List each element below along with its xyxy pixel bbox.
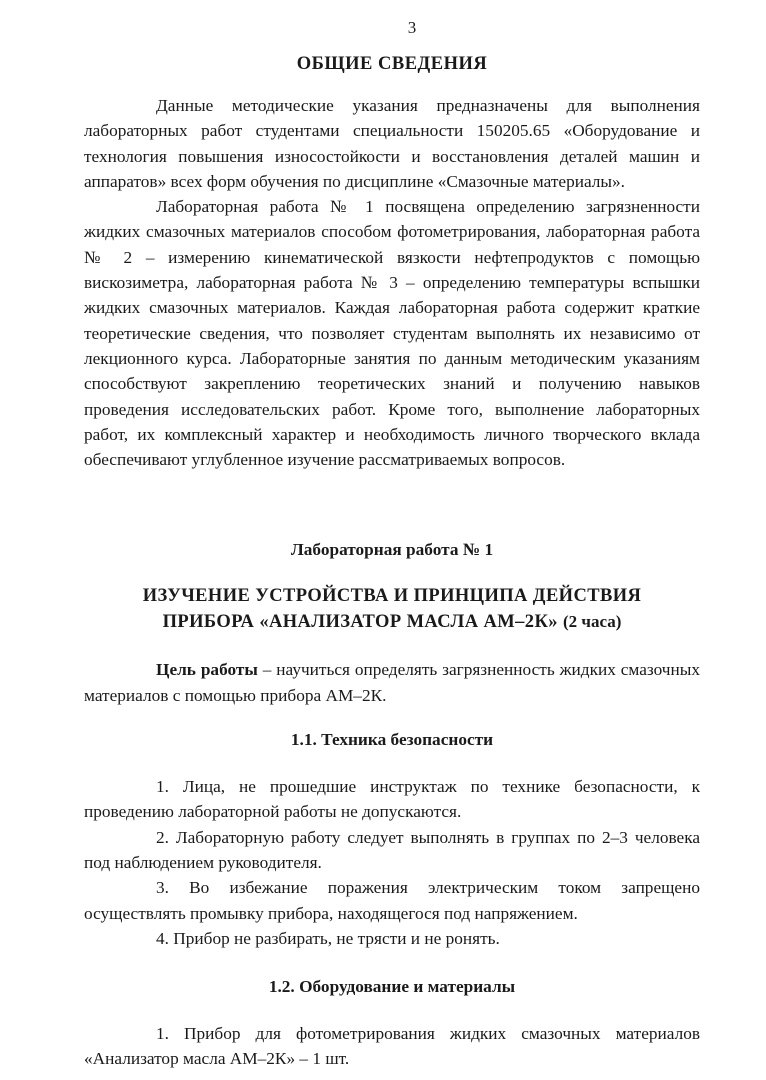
safety-item-1: 1. Лица, не прошедшие инструктаж по технике безопасности, к проведению лабораторной работы не допускаются.	[84, 777, 700, 822]
equipment-item-1: 1. Прибор для фотометрирования жидких смазочных материалов «Анализатор масла АМ–2К» – 1 шт.	[84, 1024, 700, 1069]
intro-paragraph-1: Данные методические указания предназначены для выполнения лабораторных работ студентами специальности 150205.65 «Оборудование и технология повышения износостойкости и восстановления деталей машин и аппаратов» всех форм обучения по дисциплине «Смазочные материалы».	[84, 96, 700, 191]
page-number: 3	[407, 18, 417, 37]
lab-title	[84, 584, 700, 635]
lab-title-line-1: ИЗУЧЕНИЕ УСТРОЙСТВА И ПРИНЦИПА ДЕЙСТВИЯ	[142, 586, 642, 607]
safety-item-4: 4. Прибор не разбирать, не трясти и не ронять.	[156, 928, 500, 948]
goal-paragraph	[84, 657, 700, 708]
goal-text: – научиться определять загрязненность жидких смазочных материалов с помощью прибора АМ–2К.	[84, 660, 700, 705]
lab-title-line-2-wrap	[84, 609, 700, 635]
safety-item-3: 3. Во избежание поражения электрическим током запрещено осуществлять промывку прибора, находящегося под напряжением.	[84, 878, 700, 923]
safety-item-2: 2. Лабораторную работу следует выполнять в группах по 2–3 человека под наблюдением руководителя.	[84, 827, 700, 872]
lab-title-hours: (2 часа)	[562, 612, 622, 632]
lab-title-line-2: ПРИБОРА «АНАЛИЗАТОР МАСЛА АМ–2К»	[162, 612, 558, 633]
document-page	[84, 18, 700, 1072]
goal-label: Цель работы	[156, 660, 258, 680]
intro-paragraph-2: Лабораторная работа № 1 посвящена определению загрязненности жидких смазочных материалов способом фотометрирования, лабораторная работа № 2 – измерению кинематической вязкости нефтепродуктов с помощью вискозиметра, лабораторная работа № 3 – определению температуры вспышки жидких смазочных материалов. Каждая лабораторная работа содержит краткие теоретические сведения, что позволяет студентам выполнять их независимо от лекционного курса. Лабораторные занятия по данным методическим указаниям способствуют закреплению теоретических знаний и получению навыков проведения исследовательских работ. Кроме того, выполнение лабораторных работ, их комплексный характер и необходимость личного творческого вклада обеспечивают углубленное изучение рассматриваемых вопросов.	[84, 197, 700, 470]
general-heading: ОБЩИЕ СВЕДЕНИЯ	[296, 54, 488, 74]
safety-section-title: 1.1. Техника безопасности	[290, 730, 494, 750]
lab-label: Лабораторная работа № 1	[290, 540, 494, 560]
equipment-section-title: 1.2. Оборудование и материалы	[268, 977, 516, 997]
